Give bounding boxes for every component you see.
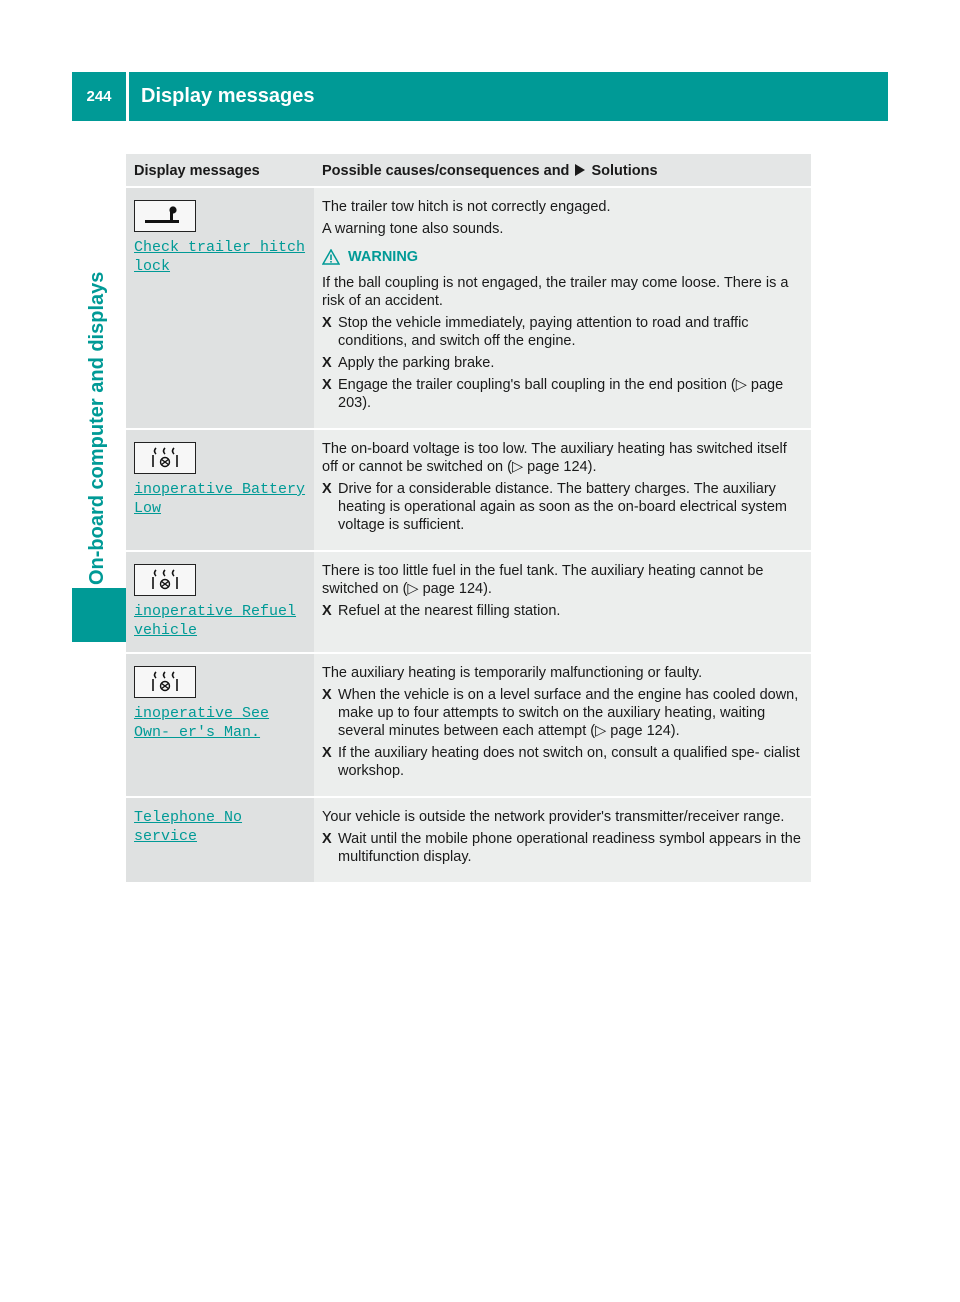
col-header-causes-prefix: Possible causes/consequences and [322, 163, 570, 179]
step-text: Refuel at the nearest filling station. [338, 603, 561, 619]
solution-step [322, 354, 803, 372]
table-row [126, 429, 811, 551]
warning-triangle-icon [322, 249, 340, 265]
step-bullet-icon: X [322, 355, 332, 371]
message-cell [126, 429, 314, 551]
col-header-causes [314, 154, 811, 187]
causes-cell [314, 429, 811, 551]
trailer-hitch-icon [134, 200, 196, 232]
cause-text: Your vehicle is outside the network provider's transmitter/receiver range. [322, 809, 785, 825]
solution-step [322, 744, 803, 780]
cause-text: The trailer tow hitch is not correctly engaged. [322, 199, 611, 215]
display-message-text: inoperative Refuel vehicle [134, 603, 297, 639]
step-bullet-icon: X [322, 481, 332, 497]
causes-cell [314, 187, 811, 429]
message-cell [126, 551, 314, 653]
section-side-tab: On-board computer and displays [86, 271, 108, 585]
table-row [126, 653, 811, 797]
solution-step [322, 830, 803, 866]
causes-cell [314, 797, 811, 883]
solution-step [322, 314, 803, 350]
step-bullet-icon: X [322, 377, 332, 393]
causes-cell [314, 653, 811, 797]
solution-step [322, 686, 803, 740]
step-bullet-icon: X [322, 831, 332, 847]
col-header-display-messages: Display messages [126, 154, 314, 187]
warning-label: WARNING [348, 249, 419, 265]
col-header-causes-suffix: Solutions [591, 163, 658, 179]
display-message-text: inoperative Battery Low [134, 481, 306, 517]
warning-heading [322, 248, 803, 266]
warning-text: If the ball coupling is not engaged, the trailer may come loose. There is a risk of an accident. [322, 275, 789, 309]
display-message-text: Check trailer hitch lock [134, 239, 306, 275]
solution-step [322, 602, 803, 620]
causes-cell [314, 551, 811, 653]
step-text: Stop the vehicle immediately, paying attention to road and traffic conditions, and switch off the engine. [338, 315, 749, 349]
page-header [72, 72, 888, 121]
step-bullet-icon: X [322, 315, 332, 331]
cause-text: The auxiliary heating is temporarily malfunctioning or faulty. [322, 665, 703, 681]
display-message-text: inoperative See Own- er's Man. [134, 705, 270, 741]
display-messages-table [126, 154, 811, 884]
step-bullet-icon: X [322, 687, 332, 703]
page-title: Display messages [141, 85, 315, 107]
table-row [126, 187, 811, 429]
step-text: Wait until the mobile phone operational readiness symbol appears in the multifunction display. [338, 831, 801, 865]
step-text: Engage the trailer coupling's ball coupling in the end position (▷ page 203). [338, 377, 784, 411]
section-marker-block [72, 588, 126, 642]
step-bullet-icon: X [322, 745, 332, 761]
table-header-row [126, 154, 811, 187]
auxiliary-heating-icon [134, 666, 196, 698]
cause-text: A warning tone also sounds. [322, 221, 504, 237]
auxiliary-heating-icon [134, 442, 196, 474]
solution-arrow-icon [575, 164, 585, 176]
step-text: If the auxiliary heating does not switch on, consult a qualified spe- cialist workshop. [338, 745, 800, 779]
step-text: Apply the parking brake. [338, 355, 495, 371]
message-cell [126, 653, 314, 797]
message-cell [126, 187, 314, 429]
table-row [126, 551, 811, 653]
step-text: When the vehicle is on a level surface and the engine has cooled down, make up to four attempts to switch on the auxiliary heating, waiting several minutes between each attempt (▷ page 124). [338, 687, 799, 739]
cause-text: There is too little fuel in the fuel tank. The auxiliary heating cannot be switched on (▷ page 124). [322, 563, 764, 597]
solution-step [322, 376, 803, 412]
page-number: 244 [86, 88, 112, 105]
message-cell [126, 797, 314, 883]
display-message-text: Telephone No service [134, 809, 243, 845]
table-row [126, 797, 811, 883]
step-bullet-icon: X [322, 603, 332, 619]
auxiliary-heating-icon [134, 564, 196, 596]
solution-step [322, 480, 803, 534]
cause-text: The on-board voltage is too low. The auxiliary heating has switched itself off or cannot be switched on (▷ page 124). [322, 441, 787, 475]
step-text: Drive for a considerable distance. The battery charges. The auxiliary heating is operational again as soon as the on-board electrical system voltage is sufficient. [338, 481, 787, 533]
